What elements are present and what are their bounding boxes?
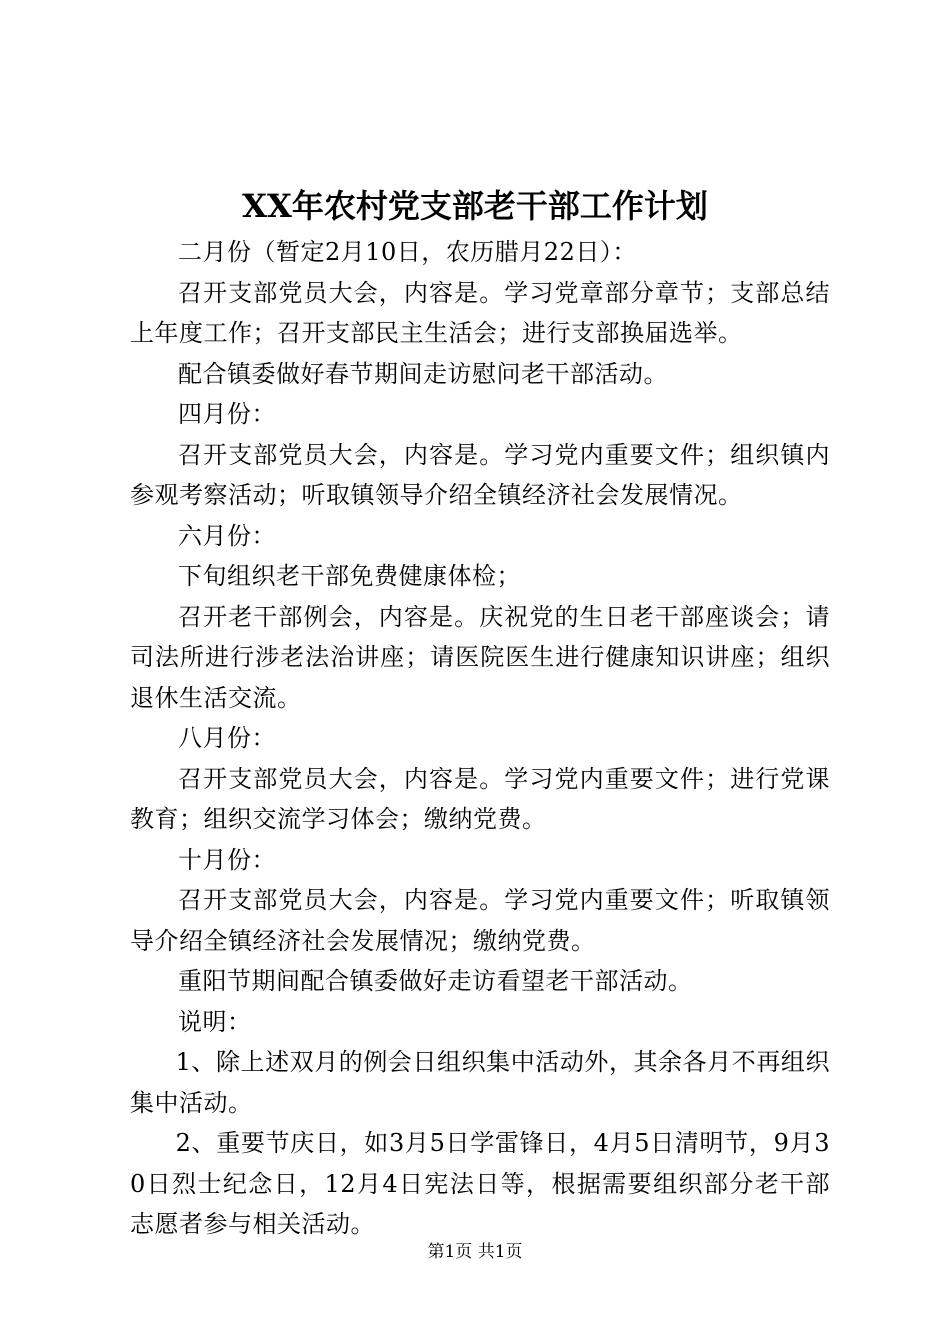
page-footer: 第1页 共1页 [427,1242,523,1262]
paragraph-june-meeting: 召开老干部例会，内容是。庆祝党的生日老干部座谈会；请司法所进行涉老法治讲座；请医院医生进行健康知识讲座；组织退休生活交流。 [130,602,830,712]
paragraph-note-2: 2、重要节庆日，如3月5日学雷锋日，4月5日清明节，9月30日烈士纪念日，12月4日宪法日等，根据需要组织部分老干部志愿者参与相关活动。 [130,1129,830,1238]
paragraph-october-meeting: 召开支部党员大会，内容是。学习党内重要文件；听取镇领导介绍全镇经济社会发展情况；缴纳党费。 [130,886,830,955]
paragraph-august-heading: 八月份： [178,724,276,752]
paragraph-note-1: 1、除上述双月的例会日组织集中活动外，其余各月不再组织集中活动。 [130,1048,830,1117]
paragraph-double-ninth-visit: 重阳节期间配合镇委做好走访看望老干部活动。 [178,967,693,995]
paragraph-february-heading: 二月份（暂定2月10日，农历腊月22日）： [178,238,637,266]
paragraph-august-meeting: 召开支部党员大会，内容是。学习党内重要文件；进行党课教育；组织交流学习体会；缴纳党费。 [130,764,830,833]
paragraph-february-visit: 配合镇委做好春节期间走访慰问老干部活动。 [178,359,668,388]
paragraph-june-heading: 六月份： [178,521,276,550]
document-title: XX年农村党支部老干部工作计划 [242,187,708,225]
paragraph-february-meeting: 召开支部党员大会，内容是。学习党章部分章节；支部总结上年度工作；召开支部民主生活会；进行支部换届选举。 [130,278,830,347]
paragraph-june-checkup: 下旬组织老干部免费健康体检； [178,562,521,590]
paragraph-october-heading: 十月份： [178,845,276,874]
paragraph-april-meeting: 召开支部党员大会，内容是。学习党内重要文件；组织镇内参观考察活动；听取镇领导介绍全镇经济社会发展情况。 [130,440,830,509]
document-body [130,232,830,1245]
paragraph-april-heading: 四月份： [178,400,276,428]
paragraph-notes-heading: 说明： [178,1007,252,1036]
